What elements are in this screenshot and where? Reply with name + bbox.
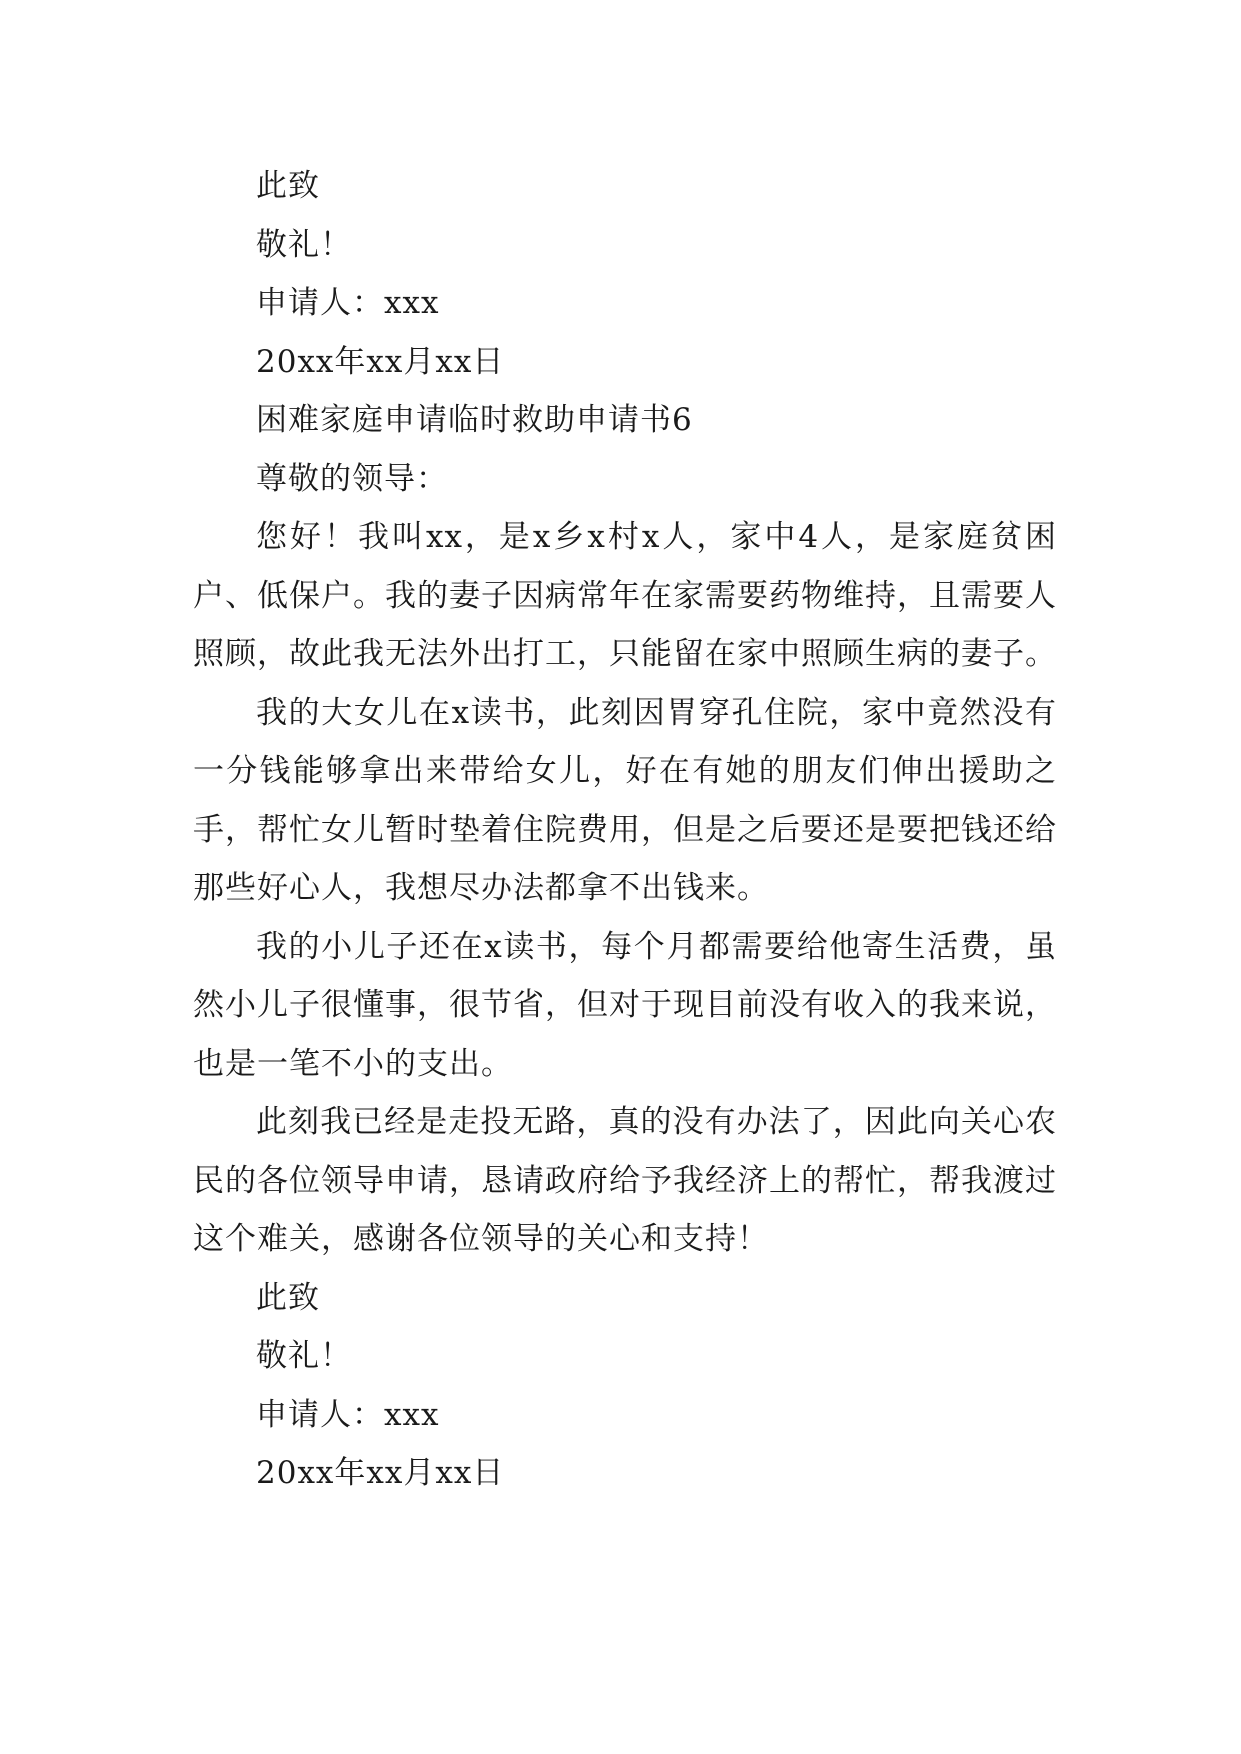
- letter-date: 20xx年xx月xx日: [256, 343, 505, 380]
- closing-salutation: 此致: [256, 1279, 320, 1316]
- body-paragraph: 您好！我叫xx，是x乡x村x人，家中4人，是家庭贫困户、低保户。我的妻子因病常年在家需要药物维持，且需要人照顾，故此我无法外出打工，只能留在家中照顾生病的妻子。: [193, 519, 1057, 672]
- body-paragraph: 我的大女儿在x读书，此刻因胃穿孔住院，家中竟然没有一分钱能够拿出来带给女儿，好在有她的朋友们伸出援助之手，帮忙女儿暂时垫着住院费用，但是之后要还是要把钱还给那些好心人，我想尽办法都拿不出钱来。: [193, 694, 1057, 906]
- body-paragraph: 此刻我已经是走投无路，真的没有办法了，因此向关心农民的各位领导申请，恳请政府给予我经济上的帮忙，帮我渡过这个难关，感谢各位领导的关心和支持！: [193, 1104, 1057, 1257]
- applicant-signature: 申请人：xxx: [256, 285, 440, 321]
- letter-date: 20xx年xx月xx日: [256, 1455, 505, 1491]
- letter-greeting: 尊敬的领导：: [256, 460, 448, 497]
- applicant-signature: 申请人：xxx: [256, 1396, 440, 1433]
- closing-regards: 敬礼！: [256, 226, 352, 263]
- letter-title: 困难家庭申请临时救助申请书6: [256, 402, 693, 438]
- document-body: [193, 157, 1057, 1503]
- closing-salutation: 此致: [256, 168, 320, 204]
- body-paragraph: 我的小儿子还在x读书，每个月都需要给他寄生活费，虽然小儿子很懂事，很节省，但对于现目前没有收入的我来说，也是一笔不小的支出。: [193, 928, 1057, 1082]
- closing-regards: 敬礼！: [256, 1338, 352, 1374]
